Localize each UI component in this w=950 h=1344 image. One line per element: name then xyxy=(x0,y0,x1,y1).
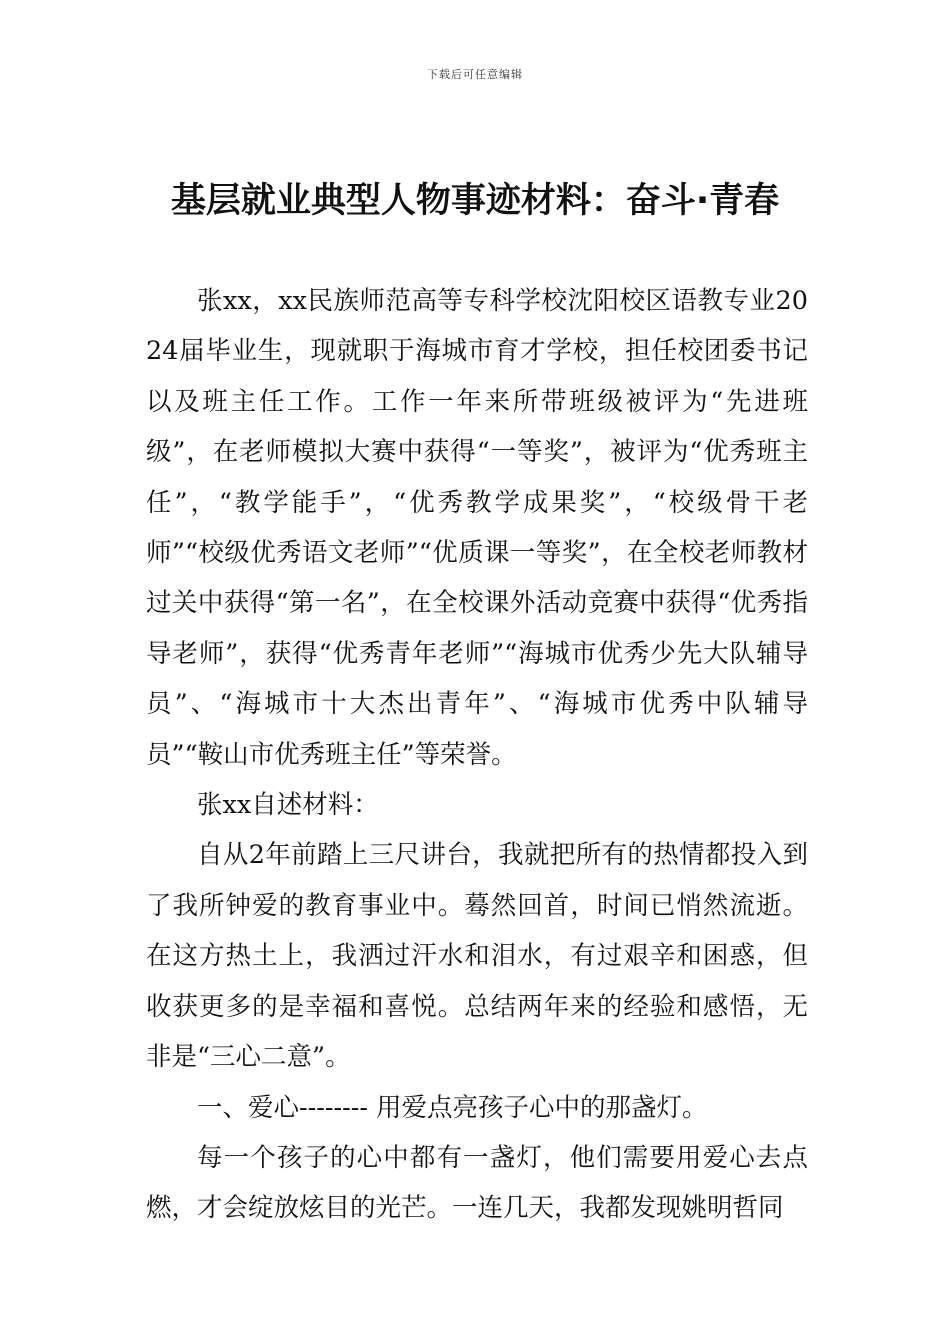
document-title: 基层就业典型人物事迹材料：奋斗·青春 xyxy=(170,181,780,221)
paragraph-intro: 自从2年前踏上三尺讲台，我就把所有的热情都投入到了我所钟爱的教育事业中。蓦然回首，时间已悄然流逝。在这方热土上，我洒过汗水和泪水，有过艰辛和困惑，但收获更多的是幸福和喜悦。总结两年来的经验和感悟，无非是“三心二意”。 xyxy=(146,840,808,1073)
paragraph-self-statement-heading: 张xx自述材料： xyxy=(197,790,379,821)
document-body xyxy=(146,276,808,1234)
paragraph-section-body: 每一个孩子的心中都有一盏灯，他们需要用爱心去点燃，才会绽放炫目的光芒。一连几天，我都发现姚明哲同 xyxy=(146,1142,808,1224)
header-note: 下载后可任意编辑 xyxy=(427,68,523,81)
paragraph-profile: 张xx，xx民族师范高等专科学校沈阳校区语教专业2024届毕业生，现就职于海城市育才学校，担任校团委书记以及班主任工作。工作一年来所带班级被评为“先进班级”，在老师模拟大赛中获得“一等奖”，被评为“优秀班主任”，“教学能手”，“优秀教学成果奖”，“校级骨干老师”“校级优秀语文老师”“优质课一等奖”，在全校老师教材过关中获得“第一名”，在全校课外活动竞赛中获得“优秀指导老师”，获得“优秀青年老师”“海城市优秀少先大队辅导员”、“海城市十大杰出青年”、“海城市优秀中队辅导员”“鞍山市优秀班主任”等荣誉。 xyxy=(146,286,808,770)
paragraph-section-heading: 一、爱心-------- 用爱点亮孩子心中的那盏灯。 xyxy=(197,1092,708,1123)
